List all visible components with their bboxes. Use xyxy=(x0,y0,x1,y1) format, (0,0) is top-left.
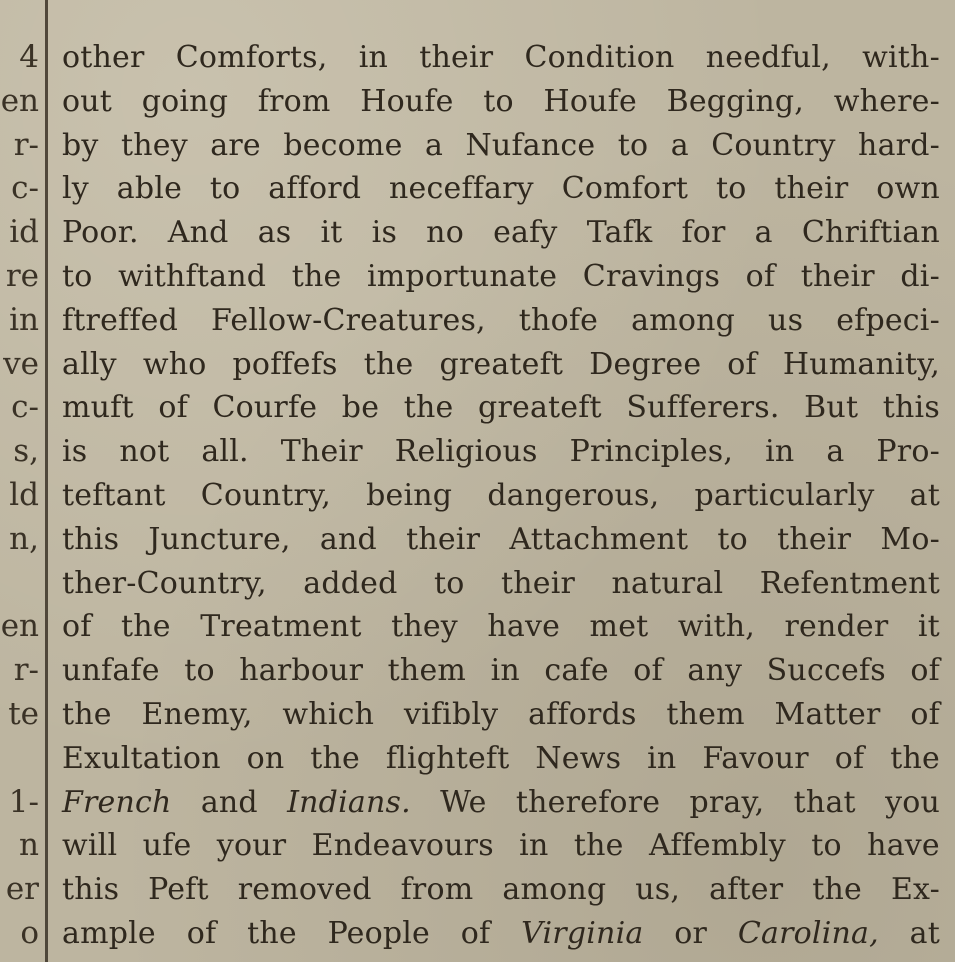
word: Carolina, xyxy=(737,915,879,951)
word: or xyxy=(674,915,708,951)
left-fragment: r- xyxy=(13,652,39,689)
word: Cravings xyxy=(582,258,721,294)
text-line xyxy=(62,211,940,255)
text-line xyxy=(62,124,940,168)
word: as xyxy=(257,215,292,251)
word: to xyxy=(715,171,747,207)
word: of xyxy=(834,740,865,776)
word: Favour xyxy=(702,740,809,776)
word: be xyxy=(341,390,380,426)
text-line xyxy=(62,912,940,956)
word: Their xyxy=(280,434,363,470)
word: all. xyxy=(201,434,249,470)
word: the xyxy=(247,915,297,951)
left-fragment: ve xyxy=(3,345,39,382)
word: Degree xyxy=(589,346,702,382)
word: withftand xyxy=(118,258,267,294)
word: the xyxy=(812,872,862,908)
text-line xyxy=(62,36,940,80)
word: poffefs xyxy=(232,346,338,382)
word: Refentment xyxy=(759,565,940,601)
word: cafe xyxy=(544,653,609,689)
word: that xyxy=(793,784,856,820)
word: French xyxy=(62,784,172,820)
word: met xyxy=(589,609,649,645)
word: this xyxy=(62,872,120,908)
word: Juncture, xyxy=(148,521,291,557)
left-fragment: en xyxy=(0,608,39,645)
word: Tafk xyxy=(586,215,653,251)
word: after xyxy=(709,872,784,908)
word: being xyxy=(366,477,453,513)
word: importunate xyxy=(366,258,558,294)
word: flighteft xyxy=(385,740,510,776)
word: dangerous, xyxy=(487,477,660,513)
word: other xyxy=(62,40,145,75)
word: And xyxy=(167,215,229,251)
word: render xyxy=(784,609,889,645)
word: afford xyxy=(268,171,362,207)
word: Country, xyxy=(200,477,331,513)
word: greateft xyxy=(439,346,564,382)
word: of xyxy=(910,696,940,732)
text-line xyxy=(62,343,940,387)
word: their xyxy=(500,565,576,601)
word: own xyxy=(876,171,940,207)
text-line xyxy=(62,605,940,649)
word: the xyxy=(310,740,360,776)
word: But xyxy=(804,390,859,426)
word: us, xyxy=(635,872,681,908)
word: Comforts, xyxy=(175,40,328,75)
left-fragment: id xyxy=(9,214,39,251)
word: on xyxy=(246,740,285,776)
word: Ex- xyxy=(890,872,940,908)
left-fragment: r- xyxy=(13,126,39,163)
left-fragment: n xyxy=(19,827,39,864)
text-line xyxy=(62,299,940,343)
left-fragment: n, xyxy=(9,520,39,557)
word: with- xyxy=(862,40,940,75)
word: their xyxy=(406,521,481,557)
left-column-fragments xyxy=(0,36,42,956)
word: where- xyxy=(833,83,940,119)
text-line xyxy=(62,781,940,825)
word: any xyxy=(687,653,743,689)
word: removed xyxy=(237,872,372,908)
left-fragment: te xyxy=(8,695,39,732)
word: become xyxy=(283,127,403,163)
word: not xyxy=(119,434,170,470)
word: to xyxy=(62,258,93,294)
word: ther-Country, xyxy=(62,565,267,601)
left-fragment: 4 xyxy=(19,39,39,75)
word: this xyxy=(62,521,120,557)
word: Comfort xyxy=(561,171,689,207)
word: the xyxy=(62,696,112,732)
word: no xyxy=(426,215,464,251)
text-line xyxy=(62,737,940,781)
text-line xyxy=(62,693,940,737)
word: with, xyxy=(677,609,756,645)
word: of xyxy=(62,609,92,645)
word: Exultation xyxy=(62,740,221,776)
word: it xyxy=(320,215,343,251)
word: have xyxy=(487,609,561,645)
word: at xyxy=(909,477,940,513)
word: harbour xyxy=(239,653,364,689)
word: ally xyxy=(62,346,117,382)
word: Humanity, xyxy=(782,346,940,382)
text-line xyxy=(62,824,940,868)
word: is xyxy=(371,215,398,251)
word: who xyxy=(142,346,207,382)
word: they xyxy=(120,127,188,163)
word: Poor. xyxy=(62,215,139,251)
word: to xyxy=(209,171,241,207)
word: Virginia xyxy=(521,915,644,951)
word: Houfe xyxy=(543,83,637,119)
word: you xyxy=(885,784,940,820)
word: Attachment xyxy=(509,521,689,557)
left-fragment: o xyxy=(20,914,39,951)
word: of xyxy=(186,915,217,951)
word: Sufferers. xyxy=(626,390,780,426)
word: able xyxy=(116,171,183,207)
word: neceffary xyxy=(389,171,534,207)
word: have xyxy=(867,828,940,864)
word: teftant xyxy=(62,477,166,513)
word: Enemy, xyxy=(141,696,253,732)
word: affords xyxy=(528,696,637,732)
word: People xyxy=(327,915,430,951)
text-line xyxy=(62,649,940,693)
word: Indians. xyxy=(287,784,411,820)
word: a xyxy=(754,215,773,251)
word: Treatment xyxy=(200,609,362,645)
word: vifibly xyxy=(403,696,499,732)
word: in xyxy=(765,434,795,470)
text-line xyxy=(62,518,940,562)
word: to xyxy=(184,653,215,689)
word: in xyxy=(358,40,389,75)
word: in xyxy=(519,828,549,864)
left-fragment: c- xyxy=(11,170,39,207)
word: Affembly xyxy=(648,828,786,864)
word: Peft xyxy=(148,872,209,908)
article-body xyxy=(62,36,940,956)
word: therefore xyxy=(515,784,661,820)
word: Principles, xyxy=(569,434,734,470)
text-line xyxy=(62,255,940,299)
word: We xyxy=(440,784,487,820)
word: a xyxy=(826,434,845,470)
word: added xyxy=(303,565,398,601)
word: will xyxy=(62,828,118,864)
word: Pro- xyxy=(876,434,940,470)
word: of xyxy=(910,653,940,689)
word: their xyxy=(800,258,875,294)
word: them xyxy=(387,653,467,689)
word: greateft xyxy=(478,390,602,426)
word: Courfe xyxy=(212,390,318,426)
word: in xyxy=(490,653,520,689)
text-line xyxy=(62,430,940,474)
word: from xyxy=(257,83,331,119)
word: their xyxy=(777,521,852,557)
word: they xyxy=(391,609,458,645)
left-fragment: en xyxy=(0,82,39,119)
text-line xyxy=(62,562,940,606)
word: by xyxy=(62,127,99,163)
word: us xyxy=(768,302,804,338)
word: and xyxy=(319,521,377,557)
word: going xyxy=(141,83,229,119)
word: from xyxy=(400,872,474,908)
word: it xyxy=(917,609,940,645)
column-rule xyxy=(45,0,48,962)
word: to xyxy=(617,127,649,163)
word: at xyxy=(909,915,940,951)
word: ample xyxy=(62,915,156,951)
word: Houfe xyxy=(360,83,454,119)
text-line xyxy=(62,474,940,518)
word: a xyxy=(424,127,444,163)
word: this xyxy=(882,390,940,426)
word: Religious xyxy=(394,434,538,470)
word: of xyxy=(158,390,188,426)
word: ufe xyxy=(142,828,192,864)
text-line xyxy=(62,167,940,211)
word: for xyxy=(681,215,726,251)
word: thofe xyxy=(518,302,599,338)
word: to xyxy=(483,83,514,119)
word: of xyxy=(727,346,757,382)
word: di- xyxy=(900,258,940,294)
word: among xyxy=(631,302,736,338)
left-fragment: c- xyxy=(11,389,39,426)
left-fragment: er xyxy=(5,871,39,908)
word: pray, xyxy=(689,784,765,820)
word: Chriftian xyxy=(801,215,940,251)
word: hard- xyxy=(858,127,940,163)
left-fragment: s, xyxy=(13,433,39,470)
word: your xyxy=(216,828,287,864)
word: Country xyxy=(711,127,836,163)
left-fragment: re xyxy=(5,257,39,294)
word: eafy xyxy=(493,215,558,251)
word: out xyxy=(62,83,113,119)
word: of xyxy=(460,915,491,951)
left-fragment xyxy=(0,737,42,781)
word: is xyxy=(62,434,88,470)
left-fragment: 1- xyxy=(8,783,39,820)
word: their xyxy=(419,40,494,75)
left-fragment: in xyxy=(9,301,39,338)
word: Nufance xyxy=(465,127,596,163)
text-line xyxy=(62,386,940,430)
word: the xyxy=(363,346,414,382)
word: in xyxy=(647,740,677,776)
word: ftreffed xyxy=(62,302,179,338)
word: the xyxy=(573,828,624,864)
word: the xyxy=(291,258,342,294)
word: News xyxy=(535,740,622,776)
word: Endeavours xyxy=(311,828,494,864)
word: them xyxy=(666,696,745,732)
text-line xyxy=(62,868,940,912)
word: natural xyxy=(611,565,724,601)
word: to xyxy=(717,521,748,557)
word: Matter xyxy=(774,696,881,732)
left-fragment xyxy=(0,562,42,606)
word: their xyxy=(774,171,849,207)
text-line xyxy=(62,80,940,124)
word: ly xyxy=(62,171,89,207)
word: and xyxy=(200,784,258,820)
word: needful, xyxy=(705,40,831,75)
word: unfafe xyxy=(62,653,160,689)
word: are xyxy=(210,127,261,163)
word: to xyxy=(811,828,842,864)
word: particularly xyxy=(694,477,875,513)
word: Condition xyxy=(524,40,675,75)
word: of xyxy=(633,653,663,689)
word: to xyxy=(433,565,465,601)
word: the xyxy=(403,390,454,426)
word: among xyxy=(502,872,607,908)
word: efpeci- xyxy=(836,302,940,338)
word: a xyxy=(670,127,689,163)
word: the xyxy=(121,609,171,645)
word: Succefs xyxy=(766,653,886,689)
word: Fellow-Creatures, xyxy=(211,302,486,338)
left-fragment: ld xyxy=(9,476,39,513)
word: the xyxy=(890,740,940,776)
word: Begging, xyxy=(666,83,805,119)
word: Mo- xyxy=(880,521,940,557)
word: which xyxy=(282,696,375,732)
word: muft xyxy=(62,390,134,426)
word: of xyxy=(745,258,776,294)
